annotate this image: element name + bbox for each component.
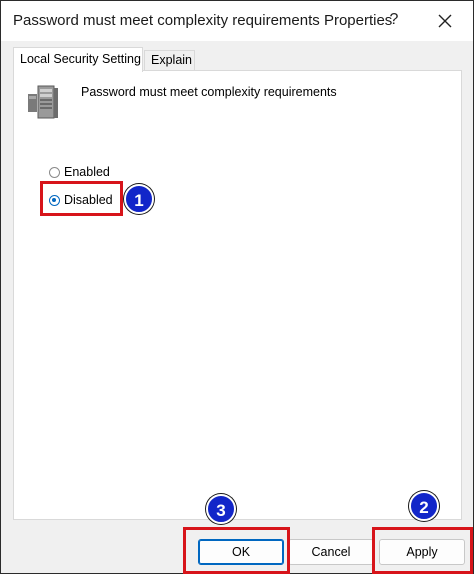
enabled-radio[interactable] bbox=[49, 167, 60, 178]
help-icon[interactable]: ? bbox=[389, 11, 399, 28]
title-bar bbox=[1, 1, 473, 41]
tab-strip bbox=[1, 41, 473, 71]
window-title: Password must meet complexity requirements Properties bbox=[13, 12, 393, 29]
close-icon[interactable] bbox=[434, 10, 456, 32]
enabled-option[interactable] bbox=[49, 163, 110, 181]
step-badge-2: 2 bbox=[409, 491, 439, 521]
highlight-apply-button bbox=[372, 527, 473, 574]
tab-panel bbox=[13, 70, 462, 520]
ok-button[interactable]: OK bbox=[198, 539, 284, 565]
cancel-button[interactable]: Cancel bbox=[288, 539, 374, 565]
server-computer-icon bbox=[28, 84, 62, 120]
tab-explain[interactable]: Explain bbox=[144, 50, 195, 71]
step-badge-3: 3 bbox=[206, 494, 236, 524]
tab-local-security-setting[interactable]: Local Security Setting bbox=[13, 47, 143, 72]
disabled-label: Disabled bbox=[64, 193, 113, 207]
enabled-label: Enabled bbox=[64, 165, 110, 179]
highlight-ok-button bbox=[183, 527, 290, 574]
policy-name: Password must meet complexity requirements bbox=[81, 85, 337, 99]
step-badge-1: 1 bbox=[124, 184, 154, 214]
apply-button[interactable]: Apply bbox=[379, 539, 465, 565]
highlight-disabled-option bbox=[40, 181, 123, 216]
